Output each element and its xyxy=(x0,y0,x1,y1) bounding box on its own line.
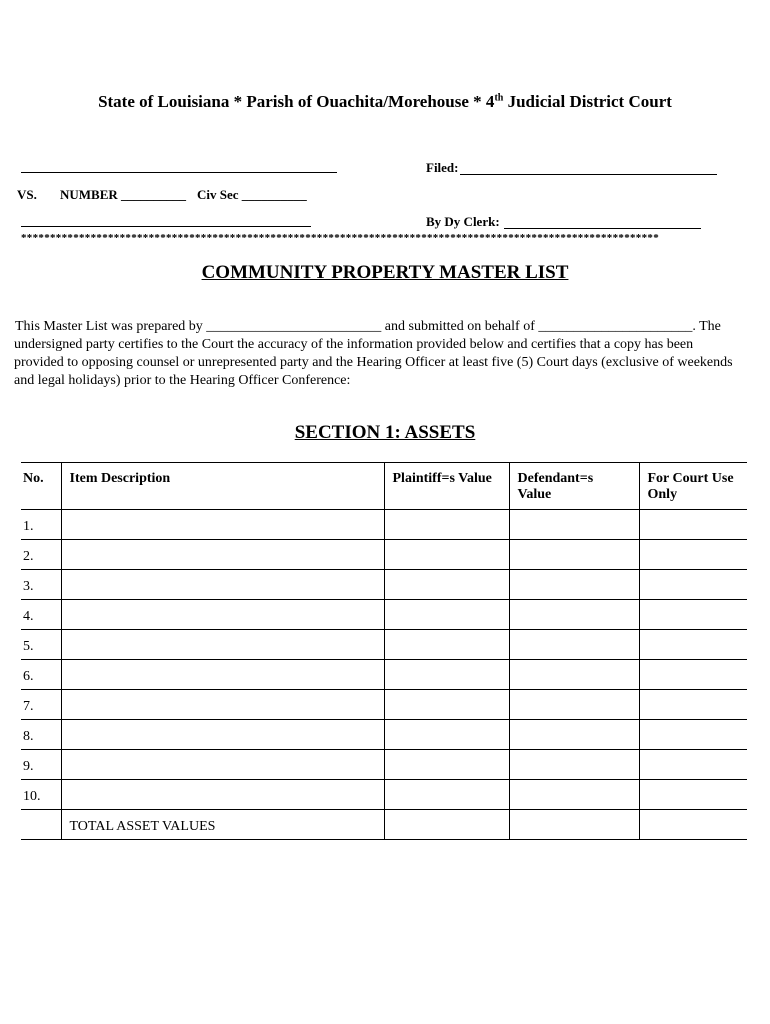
table-row xyxy=(21,540,747,570)
defendant-total-cell[interactable] xyxy=(509,810,639,840)
col-no: No. xyxy=(21,463,61,510)
assets-header-row xyxy=(21,463,747,510)
defendant-value-cell[interactable] xyxy=(509,510,639,540)
defendant-name-line[interactable] xyxy=(21,226,311,227)
court-header xyxy=(0,92,770,112)
table-row xyxy=(21,660,747,690)
plaintiff-name-line[interactable] xyxy=(21,172,337,173)
section-1-title: SECTION 1: ASSETS xyxy=(294,422,476,443)
item-description-cell[interactable] xyxy=(61,600,384,630)
by-dy-clerk-line[interactable] xyxy=(504,228,701,229)
court-use-cell xyxy=(639,690,747,720)
intro-line-2: undersigned party certifies to the Court the accuracy of the information provided below and certifies that a copy has been xyxy=(14,337,694,352)
total-asset-values-label: TOTAL ASSET VALUES xyxy=(61,810,384,840)
document-title: COMMUNITY PROPERTY MASTER LIST xyxy=(201,262,569,283)
intro-line-1: This Master List was prepared by _________________________ and submitted on behalf of ______________________. The xyxy=(15,319,721,334)
table-row xyxy=(21,720,747,750)
total-number-cell xyxy=(21,810,61,840)
defendant-value-cell[interactable] xyxy=(509,600,639,630)
defendant-value-cell[interactable] xyxy=(509,570,639,600)
assets-table xyxy=(21,462,747,840)
court-use-cell xyxy=(639,780,747,810)
item-description-cell[interactable] xyxy=(61,660,384,690)
table-row xyxy=(21,750,747,780)
plaintiff-value-cell[interactable] xyxy=(384,720,509,750)
plaintiff-total-cell[interactable] xyxy=(384,810,509,840)
plaintiff-value-cell[interactable] xyxy=(384,750,509,780)
separator-stars: ************************************************************************************************************** xyxy=(21,232,659,244)
col-court-use: For Court Use Only xyxy=(639,463,747,510)
col-item-description: Item Description xyxy=(61,463,384,510)
plaintiff-value-cell[interactable] xyxy=(384,600,509,630)
table-row xyxy=(21,780,747,810)
row-number: 3. xyxy=(21,570,61,600)
plaintiff-value-cell[interactable] xyxy=(384,690,509,720)
number-label: NUMBER __________ xyxy=(60,187,187,202)
plaintiff-value-cell[interactable] xyxy=(384,780,509,810)
court-header-main: State of Louisiana * Parish of Ouachita/Morehouse * 4 xyxy=(98,92,495,111)
defendant-value-cell[interactable] xyxy=(509,540,639,570)
item-description-cell[interactable] xyxy=(61,570,384,600)
court-use-total-cell xyxy=(639,810,747,840)
row-number: 8. xyxy=(21,720,61,750)
item-description-cell[interactable] xyxy=(61,630,384,660)
court-use-cell xyxy=(639,570,747,600)
col-defendant-value: Defendant=s Value xyxy=(509,463,639,510)
plaintiff-value-cell[interactable] xyxy=(384,660,509,690)
defendant-value-cell[interactable] xyxy=(509,780,639,810)
filed-label: Filed: xyxy=(426,160,459,175)
item-description-cell[interactable] xyxy=(61,510,384,540)
defendant-value-cell[interactable] xyxy=(509,660,639,690)
item-description-cell[interactable] xyxy=(61,720,384,750)
total-row xyxy=(21,810,747,840)
row-number: 9. xyxy=(21,750,61,780)
item-description-cell[interactable] xyxy=(61,690,384,720)
court-use-cell xyxy=(639,510,747,540)
court-header-end: Judicial District Court xyxy=(503,92,672,111)
defendant-value-cell[interactable] xyxy=(509,630,639,660)
vs-label: VS. xyxy=(17,187,37,202)
intro-line-4: and legal holidays) prior to the Hearing Officer Conference: xyxy=(14,373,351,388)
court-use-cell xyxy=(639,660,747,690)
row-number: 4. xyxy=(21,600,61,630)
row-number: 6. xyxy=(21,660,61,690)
defendant-value-cell[interactable] xyxy=(509,720,639,750)
court-use-cell xyxy=(639,540,747,570)
court-use-cell xyxy=(639,720,747,750)
table-row xyxy=(21,510,747,540)
item-description-cell[interactable] xyxy=(61,540,384,570)
court-use-cell xyxy=(639,750,747,780)
plaintiff-value-cell[interactable] xyxy=(384,570,509,600)
intro-line-3: provided to opposing counsel or unrepresented party and the Hearing Officer at least five (5) Court days (exclusive of weekends xyxy=(14,355,733,370)
by-dy-clerk-label: By Dy Clerk: xyxy=(426,214,500,229)
intro-paragraph xyxy=(14,318,751,390)
court-use-cell xyxy=(639,600,747,630)
table-row xyxy=(21,570,747,600)
court-header-sup: th xyxy=(494,92,504,104)
row-number: 2. xyxy=(21,540,61,570)
row-number: 7. xyxy=(21,690,61,720)
plaintiff-value-cell[interactable] xyxy=(384,510,509,540)
civ-sec-label: Civ Sec __________ xyxy=(197,187,307,202)
col-plaintiff-value: Plaintiff=s Value xyxy=(384,463,509,510)
table-row xyxy=(21,630,747,660)
defendant-value-cell[interactable] xyxy=(509,690,639,720)
table-row xyxy=(21,600,747,630)
row-number: 1. xyxy=(21,510,61,540)
defendant-value-cell[interactable] xyxy=(509,750,639,780)
row-number: 5. xyxy=(21,630,61,660)
filed-line[interactable] xyxy=(460,174,717,175)
table-row xyxy=(21,690,747,720)
item-description-cell[interactable] xyxy=(61,780,384,810)
item-description-cell[interactable] xyxy=(61,750,384,780)
row-number: 10. xyxy=(21,780,61,810)
court-use-cell xyxy=(639,630,747,660)
plaintiff-value-cell[interactable] xyxy=(384,540,509,570)
plaintiff-value-cell[interactable] xyxy=(384,630,509,660)
